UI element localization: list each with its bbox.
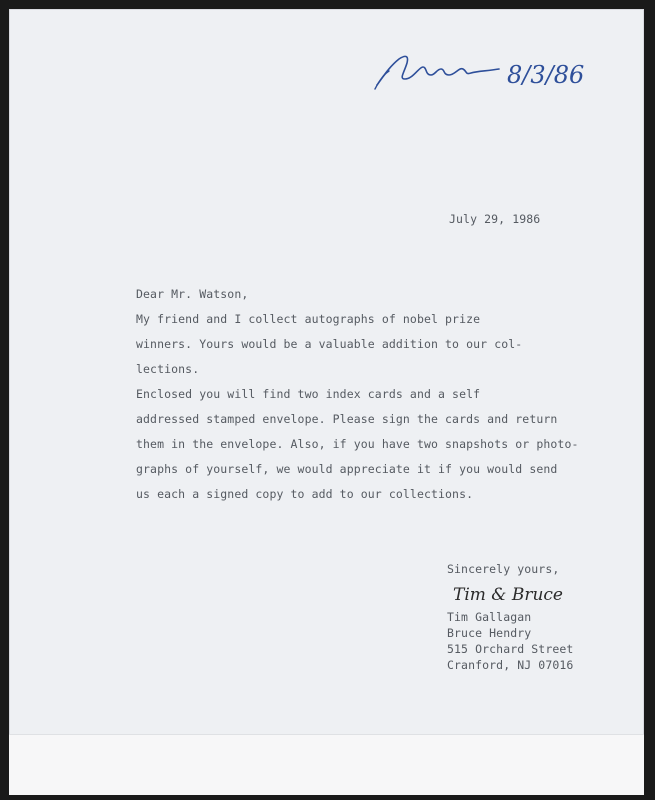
signature-text: Tim & Bruce <box>453 585 563 605</box>
body-line: addressed stamped envelope. Please sign the cards and return <box>136 412 558 426</box>
sender-city: Cranford, NJ 07016 <box>447 658 574 672</box>
body-line: them in the envelope. Also, if you have two snapshots or photo- <box>136 437 579 451</box>
body-line: graphs of yourself, we would appreciate it if you would send <box>136 462 558 476</box>
handwritten-annotation <box>369 45 609 105</box>
sender-street: 515 Orchard Street <box>447 642 574 656</box>
letter-date: July 29, 1986 <box>449 212 541 226</box>
sender-name: Tim Gallagan <box>447 610 532 624</box>
handwritten-signature <box>449 578 609 610</box>
body-line: lections. <box>136 362 200 376</box>
handwritten-date: 8/3/86 <box>507 61 585 89</box>
closing: Sincerely yours, <box>447 562 560 576</box>
body-line: winners. Yours would be a valuable addition to our col- <box>136 337 523 351</box>
body-line: My friend and I collect autographs of nobel prize <box>136 312 481 326</box>
body-line: us each a signed copy to add to our collections. <box>136 487 474 501</box>
body-line: Enclosed you will find two index cards and a self <box>136 387 481 401</box>
letter-page <box>9 9 644 795</box>
sender-name: Bruce Hendry <box>447 626 532 640</box>
page-bottom-edge <box>9 734 644 795</box>
salutation: Dear Mr. Watson, <box>136 287 249 301</box>
